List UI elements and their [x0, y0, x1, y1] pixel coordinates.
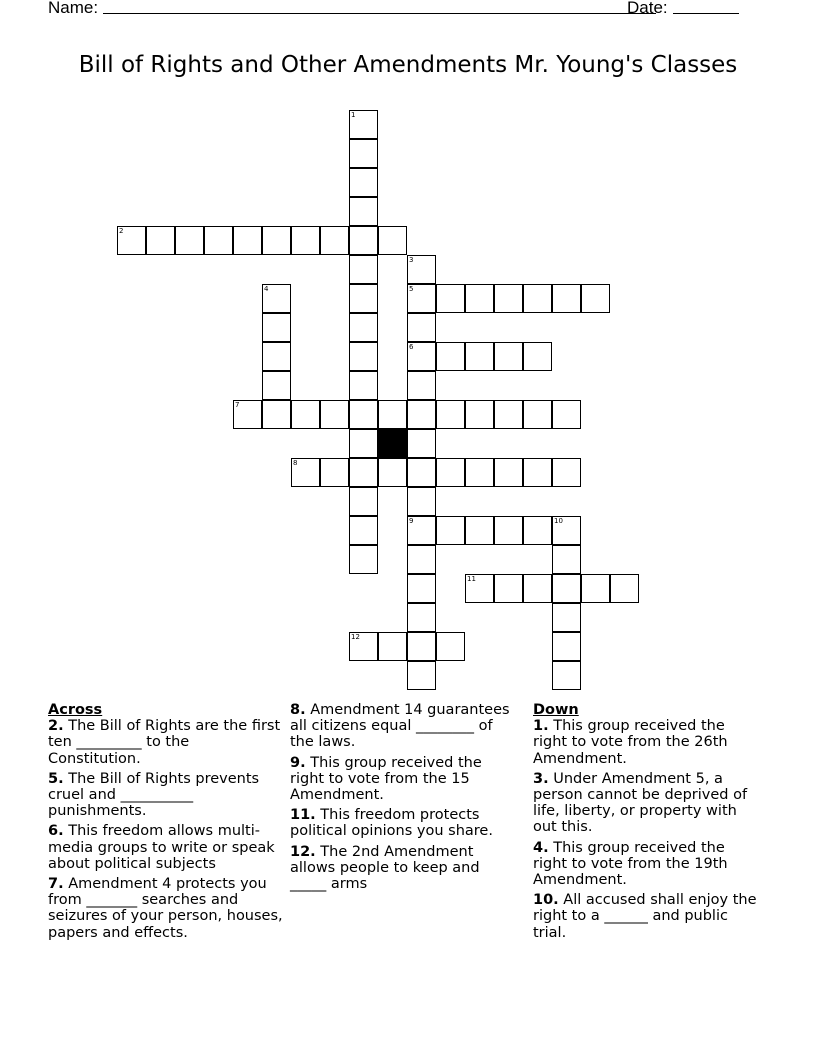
grid-cell[interactable]	[407, 487, 436, 516]
down-heading: Down	[533, 702, 579, 718]
grid-cell[interactable]	[610, 574, 639, 603]
clue-across-7	[48, 876, 283, 941]
grid-cell[interactable]	[349, 545, 378, 574]
grid-cell[interactable]	[581, 574, 610, 603]
grid-cell[interactable]	[465, 284, 494, 313]
grid-cell[interactable]	[552, 458, 581, 487]
clue-text: The Bill of Rights are the first ten _________ to the Constitution.	[48, 718, 281, 767]
grid-cell[interactable]	[407, 313, 436, 342]
grid-cell[interactable]	[552, 400, 581, 429]
clue-down-10	[533, 892, 758, 941]
grid-cell[interactable]	[523, 458, 552, 487]
grid-cell[interactable]	[233, 226, 262, 255]
grid-cell[interactable]	[117, 226, 146, 255]
grid-cell[interactable]	[349, 197, 378, 226]
clue-number: 8.	[290, 702, 306, 718]
grid-cell[interactable]	[465, 342, 494, 371]
cell-number: 5	[409, 285, 414, 293]
clue-text: This freedom allows multi-media groups to write or speak about political subjects	[48, 823, 275, 872]
grid-cell[interactable]	[552, 661, 581, 690]
clue-number: 2.	[48, 718, 64, 735]
clue-across-12	[290, 844, 515, 893]
grid-cell[interactable]	[552, 545, 581, 574]
grid-cell[interactable]	[523, 284, 552, 313]
cell-number: 3	[409, 256, 414, 264]
grid-cell[interactable]	[523, 400, 552, 429]
grid-cell[interactable]	[465, 516, 494, 545]
grid-cell[interactable]	[436, 632, 465, 661]
grid-cell[interactable]	[494, 574, 523, 603]
grid-cell[interactable]	[262, 342, 291, 371]
clue-across-6	[48, 823, 283, 872]
grid-cell[interactable]	[349, 313, 378, 342]
grid-cell[interactable]	[407, 574, 436, 603]
grid-cell[interactable]	[494, 400, 523, 429]
grid-cell[interactable]	[552, 603, 581, 632]
grid-cell[interactable]	[204, 226, 233, 255]
grid-cell[interactable]	[378, 458, 407, 487]
clue-number: 12.	[290, 843, 316, 860]
grid-cell[interactable]	[291, 400, 320, 429]
clue-across-8	[290, 702, 515, 751]
cell-number: 2	[119, 227, 124, 235]
black-cell	[378, 429, 407, 458]
grid-cell[interactable]	[349, 139, 378, 168]
grid-cell[interactable]	[378, 632, 407, 661]
grid-cell[interactable]	[349, 110, 378, 139]
grid-cell[interactable]	[407, 429, 436, 458]
grid-cell[interactable]	[407, 632, 436, 661]
cell-number: 8	[293, 459, 298, 467]
grid-cell[interactable]	[494, 458, 523, 487]
page-title: Bill of Rights and Other Amendments Mr. Young's Classes	[78, 52, 738, 78]
clue-text: This group received the right to vote from the 15 Amendment.	[290, 754, 482, 804]
clue-number: 7.	[48, 876, 64, 893]
clue-text: All accused shall enjoy the right to a ______ and public trial.	[533, 892, 757, 941]
grid-cell[interactable]	[407, 516, 436, 545]
grid-cell[interactable]	[407, 603, 436, 632]
grid-cell[interactable]	[436, 284, 465, 313]
grid-cell[interactable]	[291, 458, 320, 487]
grid-cell[interactable]	[349, 632, 378, 661]
grid-cell[interactable]	[552, 284, 581, 313]
clue-text: Amendment 14 guarantees all citizens equal ________ of the laws.	[290, 702, 510, 751]
grid-cell[interactable]	[378, 226, 407, 255]
grid-cell[interactable]	[146, 226, 175, 255]
grid-cell[interactable]	[552, 632, 581, 661]
clue-across-11	[290, 807, 515, 839]
clue-text: The Bill of Rights prevents cruel and __________ punishments.	[48, 770, 260, 820]
grid-cell[interactable]	[552, 516, 581, 545]
grid-cell[interactable]	[291, 226, 320, 255]
grid-cell[interactable]	[262, 226, 291, 255]
grid-cell[interactable]	[233, 400, 262, 429]
clue-number: 3.	[533, 770, 549, 787]
grid-cell[interactable]	[494, 342, 523, 371]
grid-cell[interactable]	[407, 661, 436, 690]
grid-cell[interactable]	[349, 226, 378, 255]
grid-cell[interactable]	[552, 574, 581, 603]
grid-cell[interactable]	[407, 545, 436, 574]
name-label: Name:	[48, 0, 99, 17]
clue-text: This group received the right to vote from the 19th Amendment.	[533, 839, 728, 889]
grid-cell[interactable]	[523, 574, 552, 603]
grid-cell[interactable]	[349, 487, 378, 516]
grid-cell[interactable]	[494, 516, 523, 545]
grid-cell[interactable]	[378, 400, 407, 429]
clue-text: Under Amendment 5, a person cannot be deprived of life, liberty, or property with out this.	[533, 770, 748, 836]
grid-cell[interactable]	[407, 342, 436, 371]
grid-cell[interactable]	[436, 342, 465, 371]
grid-cell[interactable]	[494, 284, 523, 313]
clue-text: Amendment 4 protects you from _______ searches and seizures of your person, houses, papers and effects.	[48, 876, 283, 941]
grid-cell[interactable]	[349, 255, 378, 284]
grid-cell[interactable]	[581, 284, 610, 313]
grid-cell[interactable]	[407, 458, 436, 487]
grid-cell[interactable]	[349, 342, 378, 371]
grid-cell[interactable]	[175, 226, 204, 255]
clues-column-2	[290, 702, 515, 896]
cell-number: 12	[351, 633, 360, 641]
date-label: Date:	[627, 0, 668, 17]
clue-text: This group received the right to vote from the 26th Amendment.	[533, 718, 728, 767]
clues-column-3	[533, 702, 758, 945]
clue-across-2	[48, 718, 283, 767]
grid-cell[interactable]	[349, 516, 378, 545]
grid-cell[interactable]	[465, 458, 494, 487]
across-heading: Across	[48, 702, 103, 718]
cell-number: 11	[467, 575, 476, 583]
clues-column-1	[48, 702, 283, 945]
grid-cell[interactable]	[349, 429, 378, 458]
grid-cell[interactable]	[349, 284, 378, 313]
cell-number: 4	[264, 285, 269, 293]
grid-cell[interactable]	[465, 400, 494, 429]
grid-cell[interactable]	[349, 371, 378, 400]
clue-down-1	[533, 718, 758, 767]
grid-cell[interactable]	[436, 400, 465, 429]
grid-cell[interactable]	[320, 226, 349, 255]
clue-number: 11.	[290, 807, 316, 824]
grid-cell[interactable]	[262, 400, 291, 429]
grid-cell[interactable]	[262, 313, 291, 342]
clue-number: 6.	[48, 823, 64, 840]
cell-number: 10	[554, 517, 563, 525]
cell-number: 7	[235, 401, 240, 409]
grid-cell[interactable]	[465, 574, 494, 603]
clue-text: This freedom protects political opinions you share.	[290, 807, 493, 840]
grid-cell[interactable]	[349, 458, 378, 487]
grid-cell[interactable]	[436, 516, 465, 545]
clue-down-4	[533, 840, 758, 889]
grid-cell[interactable]	[407, 371, 436, 400]
cell-number: 9	[409, 517, 414, 525]
clue-number: 4.	[533, 839, 549, 856]
clue-text: The 2nd Amendment allows people to keep and _____ arms	[290, 843, 480, 893]
grid-cell[interactable]	[407, 284, 436, 313]
cell-number: 6	[409, 343, 414, 351]
clue-down-3	[533, 771, 758, 836]
clue-across-5	[48, 771, 283, 820]
clue-number: 5.	[48, 770, 64, 787]
grid-cell[interactable]	[262, 371, 291, 400]
grid-cell[interactable]	[262, 284, 291, 313]
clue-number: 1.	[533, 718, 549, 735]
grid-cell[interactable]	[407, 255, 436, 284]
clue-across-9	[290, 755, 515, 804]
grid-cell[interactable]	[349, 168, 378, 197]
grid-cell[interactable]	[407, 400, 436, 429]
grid-cell[interactable]	[523, 516, 552, 545]
grid-cell[interactable]	[320, 458, 349, 487]
grid-cell[interactable]	[349, 400, 378, 429]
grid-cell[interactable]	[436, 458, 465, 487]
clue-number: 9.	[290, 754, 306, 771]
clue-number: 10.	[533, 892, 559, 909]
grid-cell[interactable]	[320, 400, 349, 429]
grid-cell[interactable]	[523, 342, 552, 371]
cell-number: 1	[351, 111, 356, 119]
